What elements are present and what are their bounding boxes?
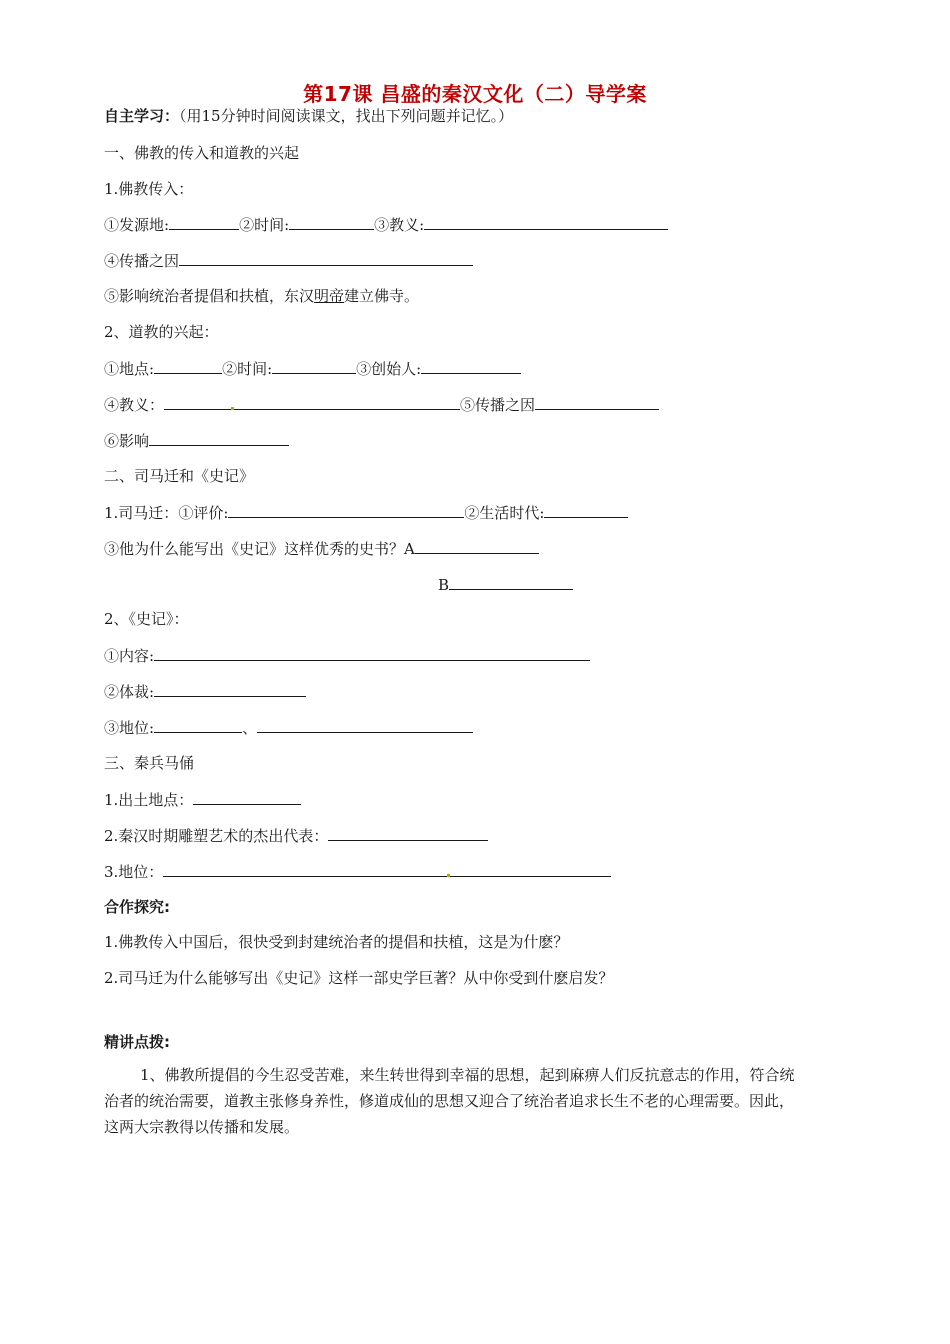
q-status-label: ③地位: <box>104 719 155 737</box>
status-row <box>104 717 473 738</box>
status-blank-1[interactable] <box>154 717 242 733</box>
taoism-influence-row <box>104 430 289 451</box>
eval-blank[interactable] <box>228 502 464 518</box>
status-comma: 、 <box>242 719 258 737</box>
cooperation-label: 合作探究: <box>104 898 170 916</box>
q1-label: 1.出土地点： <box>104 791 194 809</box>
q3-label: 3.地位： <box>104 863 164 881</box>
site-row <box>104 789 301 810</box>
self-study-line <box>104 106 513 126</box>
q-spread2-label: ⑤传播之因 <box>460 396 536 414</box>
representative-row <box>104 825 488 846</box>
influence-blank[interactable] <box>149 430 289 446</box>
why-row <box>104 538 539 559</box>
self-study-instruction: （用15分钟时间阅读课文，找出下列问题并记忆。） <box>179 107 514 125</box>
why-a-blank[interactable] <box>415 538 539 554</box>
site-blank[interactable] <box>193 789 301 805</box>
status3-row <box>104 861 611 882</box>
q-eval-label: ①评价: <box>178 504 229 522</box>
taoism-fields-row <box>104 358 521 379</box>
q-genre-label: ②体裁: <box>104 683 155 701</box>
q-content-label: ①内容: <box>104 647 155 665</box>
origin-blank[interactable] <box>169 214 239 230</box>
page-title: 第17课 昌盛的秦汉文化（二）导学案 <box>303 82 647 106</box>
q-time-label: ②时间: <box>239 216 290 234</box>
buddhism-fields-row <box>104 214 668 235</box>
time2-blank[interactable] <box>272 358 356 374</box>
section1-heading: 一、佛教的传入和道教的兴起 <box>104 144 300 162</box>
time-blank[interactable] <box>289 214 374 230</box>
why-b-blank[interactable] <box>449 574 573 590</box>
stray-mark <box>231 407 234 410</box>
why-b-row <box>438 574 573 595</box>
taoism-doctrine-row <box>104 394 659 415</box>
representative-blank[interactable] <box>328 825 488 841</box>
status-blank-2[interactable] <box>257 717 473 733</box>
self-study-label: 自主学习： <box>104 107 180 125</box>
q-era-label: ②生活时代: <box>464 504 545 522</box>
cooperation-q2: 2.司马迁为什么能够写出《史记》这样一部史学巨著？从中你受到什麽启发？ <box>104 969 614 987</box>
era-blank[interactable] <box>544 502 628 518</box>
buddhism-spread-row <box>104 250 473 271</box>
section2-heading: 二、司马迁和《史记》 <box>104 467 255 485</box>
guidance-label: 精讲点拨: <box>104 1033 170 1051</box>
q-time2-label: ②时间: <box>222 360 273 378</box>
q-origin-label: ①发源地: <box>104 216 170 234</box>
section3-heading: 三、秦兵马俑 <box>104 754 195 772</box>
q-influence-label: ⑥影响 <box>104 432 150 450</box>
section1-sub1: 1.佛教传入： <box>104 180 194 198</box>
place-blank[interactable] <box>154 358 222 374</box>
spread-blank[interactable] <box>179 250 473 266</box>
content-blank[interactable] <box>154 645 590 661</box>
genre-blank[interactable] <box>154 681 306 697</box>
influence-pre: ⑤影响统治者提倡和扶植，东汉 <box>104 287 315 305</box>
status3-blank[interactable] <box>163 861 611 877</box>
q-spread-label: ④传播之因 <box>104 252 180 270</box>
stray-mark-2 <box>447 874 450 877</box>
q-doctrine-label: ③教义: <box>374 216 425 234</box>
sima-qian-row <box>104 502 628 523</box>
buddhism-influence-row <box>104 286 419 306</box>
spread2-blank[interactable] <box>535 394 659 410</box>
q-place-label: ①地点: <box>104 360 155 378</box>
section2-sub2: 2、《史记》： <box>104 610 189 628</box>
doctrine-blank[interactable] <box>424 214 668 230</box>
section1-sub2: 2、道教的兴起： <box>104 323 219 341</box>
q-why-label: ③他为什么能写出《史记》这样优秀的史书？A <box>104 540 415 558</box>
q2-label: 2.秦汉时期雕塑艺术的杰出代表： <box>104 827 329 845</box>
sub1-pre: 1.司马迁： <box>104 504 179 522</box>
influence-emperor: 明帝 <box>314 287 345 305</box>
q-b-label: B <box>438 576 450 594</box>
q-doctrine2-label: ④教义： <box>104 396 165 414</box>
founder-blank[interactable] <box>421 358 521 374</box>
guidance-paragraph: 1、佛教所提倡的今生忍受苦难，来生转世得到幸福的思想，起到麻痹人们反抗意志的作用，符合统治者的统治需要，道教主张修身养性，修道成仙的思想又迎合了统治者追求长生不老的心理需要。因此，这两大宗教得以传播和发展。 <box>104 1066 795 1136</box>
doctrine2-blank[interactable] <box>164 394 460 410</box>
influence-post: 建立佛寺。 <box>344 287 420 305</box>
cooperation-q1: 1.佛教传入中国后，很快受到封建统治者的提倡和扶植，这是为什麽？ <box>104 933 569 951</box>
q-founder-label: ③创始人: <box>356 360 422 378</box>
genre-row <box>104 681 306 702</box>
content-row <box>104 645 590 666</box>
